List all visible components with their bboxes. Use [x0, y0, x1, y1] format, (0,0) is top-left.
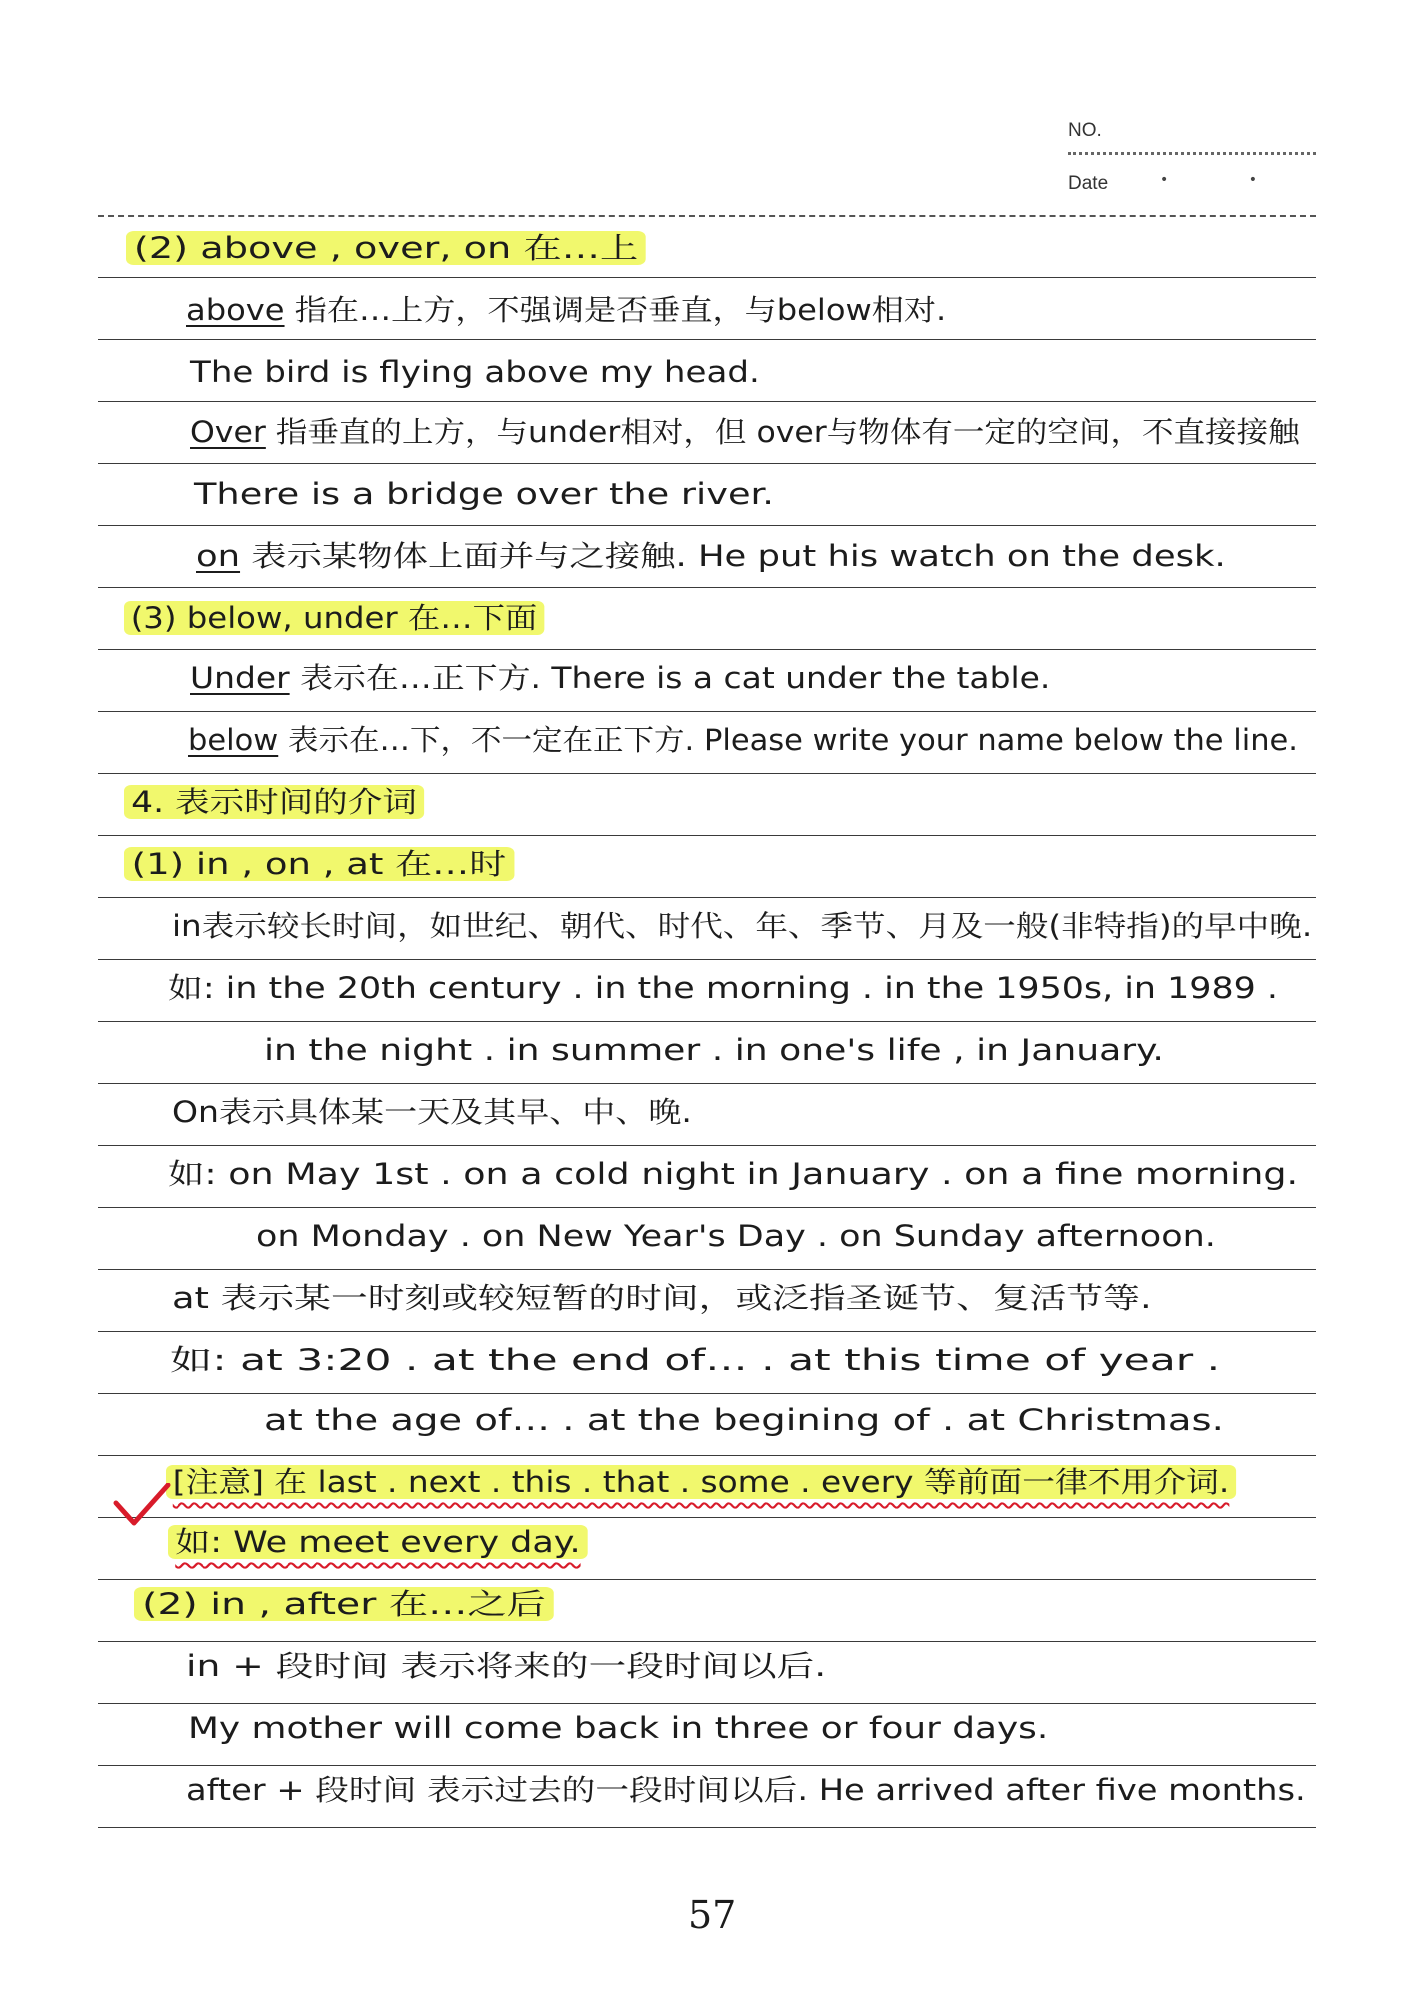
- ruled-line: [98, 1765, 1316, 1766]
- note-line: 如: at 3:20 . at the end of… . at this time of year .: [170, 1343, 1221, 1377]
- note-line: in表示较长时间，如世纪、朝代、时代、年、季节、月及一般(非特指)的早中晚.: [172, 909, 1313, 943]
- date-label: Date: [1068, 173, 1109, 194]
- note-line: Over 指垂直的上方，与under相对，但 over与物体有一定的空间，不直接接触: [190, 415, 1300, 449]
- ruled-line: [98, 1331, 1316, 1332]
- ruled-line: [98, 587, 1316, 588]
- ruled-line: [98, 1145, 1316, 1146]
- ruled-line: [98, 1703, 1316, 1704]
- ruled-line: [98, 215, 1316, 217]
- ruled-line: [98, 1455, 1316, 1456]
- note-line: The bird is flying above my head.: [190, 355, 760, 389]
- note-line: My mother will come back in three or four days.: [188, 1711, 1049, 1745]
- ruled-line: [98, 401, 1316, 402]
- ruled-line: [98, 835, 1316, 836]
- note-line: in the night . in summer . in one's life , in January.: [264, 1033, 1164, 1067]
- note-line: Under 表示在…正下方. There is a cat under the table.: [190, 661, 1051, 695]
- note-line: (1) in , on , at 在…时: [124, 844, 514, 884]
- no-dotted-line: [1068, 152, 1316, 155]
- ruled-line: [98, 277, 1316, 278]
- note-line: after + 段时间 表示过去的一段时间以后. He arrived after five months.: [186, 1773, 1306, 1807]
- date-marks: • •: [1160, 172, 1295, 188]
- note-line: 如: in the 20th century . in the morning . in the 1950s, in 1989 .: [168, 971, 1278, 1005]
- ruled-line: [98, 1579, 1316, 1580]
- ruled-line: [98, 1641, 1316, 1642]
- ruled-line: [98, 959, 1316, 960]
- no-label: NO.: [1068, 120, 1102, 141]
- ruled-line: [98, 525, 1316, 526]
- note-line: (3) below, under 在…下面: [124, 598, 544, 638]
- note-line: on Monday . on New Year's Day . on Sunday afternoon.: [256, 1219, 1216, 1253]
- ruled-line: [98, 1269, 1316, 1270]
- note-line: 4. 表示时间的介词: [124, 782, 424, 822]
- ruled-line: [98, 1393, 1316, 1394]
- ruled-line: [98, 711, 1316, 712]
- note-line: in + 段时间 表示将来的一段时间以后.: [186, 1649, 827, 1683]
- page-number: 57: [688, 1893, 737, 1937]
- note-line: above 指在…上方，不强调是否垂直，与below相对.: [186, 293, 947, 327]
- ruled-line: [98, 1021, 1316, 1022]
- note-line: There is a bridge over the river.: [194, 477, 774, 511]
- ruled-line: [98, 463, 1316, 464]
- note-line: [注意] 在 last . next . this . that . some . every 等前面一律不用介词.: [166, 1462, 1236, 1502]
- ruled-line: [98, 1517, 1316, 1518]
- ruled-line: [98, 1083, 1316, 1084]
- ruled-line: [98, 1827, 1316, 1828]
- note-line: on 表示某物体上面并与之接触. He put his watch on the desk.: [196, 539, 1226, 573]
- ruled-line: [98, 1207, 1316, 1208]
- ruled-line: [98, 649, 1316, 650]
- ruled-line: [98, 339, 1316, 340]
- note-line: 如: on May 1st . on a cold night in January . on a fine morning.: [168, 1157, 1299, 1191]
- note-line: at the age of… . at the begining of . at Christmas.: [264, 1403, 1224, 1437]
- ruled-line: [98, 897, 1316, 898]
- note-line: (2) above , over, on 在…上: [126, 228, 646, 268]
- note-line: On表示具体某一天及其早、中、晚.: [172, 1095, 692, 1129]
- check-mark-icon: [112, 1483, 172, 1527]
- note-line: below 表示在…下，不一定在正下方. Please write your name below the line.: [188, 723, 1299, 757]
- note-line: 如: We meet every day.: [168, 1522, 588, 1562]
- ruled-line: [98, 773, 1316, 774]
- note-line: at 表示某一时刻或较短暂的时间，或泛指圣诞节、复活节等.: [172, 1281, 1152, 1315]
- note-line: (2) in , after 在…之后: [134, 1584, 554, 1624]
